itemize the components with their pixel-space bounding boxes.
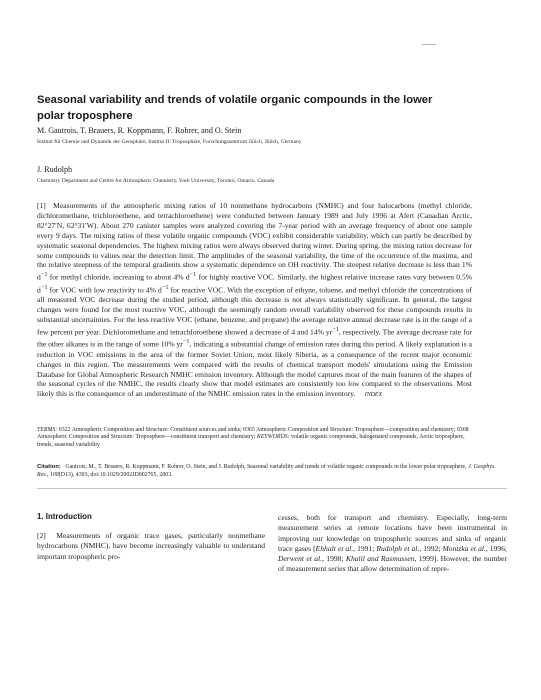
abstract-text-4: for VOC with low reactivity to 4% d bbox=[47, 285, 162, 295]
abstract-text-5: for reactive VOC. With the exception of ethyne, toluene, and methyl chloride the concentrations of all measured VOC decrease during the studied period, although this decrease is not always statistically significant. In general, the largest changes were found for the most reactive VOC, although the seemingly random overall variability observed for these compounds results in substantial uncertainties. For the less reactive VOC (ethane, benzene, and propane) the average relative annual decrease rate is in the range of a few percent per year. Dichloromethane and tetrachloroethene showed a decrease of 4 and 14% yr bbox=[37, 285, 473, 337]
terms-label: TERMS: bbox=[37, 427, 58, 433]
abstract-superscript: −1 bbox=[161, 283, 169, 291]
abstract-text-3: for highly reactive VOC. Similarly, the highest relative increase rates vary between 0.5% d bbox=[37, 272, 472, 295]
page-header-rule bbox=[422, 44, 436, 45]
index-terms-block bbox=[37, 427, 472, 449]
abstract-text-2: for methyl chloride, increasing to about 4% d bbox=[47, 272, 190, 282]
affiliation-2: Chemistry Department and Centre for Atmospheric Chemistry, York University, Toronto, Ontario, Canada bbox=[37, 178, 275, 184]
author-block-1 bbox=[37, 126, 507, 146]
abstract-superscript: −1 bbox=[182, 338, 190, 346]
citation-authors: Gautrois, M., T. Brauers, R. Koppmann, F. Rohrer, O. Stein, and J. Rudolph, Seasonal variability and trends of volatile organic compounds in the lower polar troposphere, bbox=[65, 464, 467, 470]
reference-link[interactable]: Ehhalt et al. bbox=[315, 543, 354, 553]
keywords: volatile organic compounds, halogenated compounds, Arctic troposphere, trends, seasonal variability bbox=[37, 434, 465, 448]
author-block-2 bbox=[37, 165, 507, 185]
intro-text-right-4: , 1996; bbox=[485, 543, 507, 553]
intro-text-right-3: , 1992; bbox=[419, 543, 443, 553]
abstract-superscript: −1 bbox=[40, 283, 48, 291]
reference-link[interactable]: Montzka et al. bbox=[442, 543, 486, 553]
citation-details: (D13), 4393, doi:10.1029/2002JD002765, 2003. bbox=[58, 471, 173, 478]
abstract-text-7: , indicating a substantial change of emission rates during this period. A likely explanation is a reduction in VOC emissions in the area of the former Soviet Union, most likely Siberia, as a consequence of the recent major economic changes in this region. The measurements were compared with the results of chemical transport models' simulations using the Emission Database for Global Atmospheric Research NMHC emission inventory. Although the model captures most of the main features of the shapes of the seasonal cycles of the NMHC, the results clearly show that model estimates are consistently too low compared to the observations. Most likely this is the consequence of an underestimate of the NMHC emission rates in the emission inventory. bbox=[37, 339, 472, 399]
intro-text-right-2: , 1991; bbox=[353, 543, 377, 553]
authors-list-1: M. Gautrois, T. Brauers, R. Koppmann, F. Rohrer, and O. Stein bbox=[37, 126, 242, 135]
citation-journal: J. Geophys. Res., 108 bbox=[37, 464, 496, 478]
intro-text-right-6: , 1999]. However, the number of measurement series that allow determination of repre- bbox=[278, 554, 507, 574]
section-heading-introduction: 1. Introduction bbox=[37, 512, 92, 521]
intro-paragraph-left bbox=[37, 531, 265, 562]
intro-text-right-1: cesses, both for transport and chemistry. Especially, long-term measurement series at remote locations have been instrumental in improving our knowledge on tropospheric sources and sinks of organic trace gases [ bbox=[278, 513, 507, 553]
intro-paragraph-number: [2] bbox=[37, 531, 46, 540]
reference-link[interactable]: Rudolph et al. bbox=[376, 543, 420, 553]
intro-text-right-5: , 1998; bbox=[322, 554, 346, 564]
abstract-text-1: Measurements of the atmospheric mixing ratios of 10 nonmethane hydrocarbons (NMHC) and four halocarbons (methyl chloride, dichloromethane, trichloroethene, and tetrachloroethene) were conducted between January 1989 and July 1996 at Alert (Canadian Arctic, 82°27′N, 62°31′W). About 270 canister samples were analyzed covering the 7-year period with an average frequency of about one sample every 9 days. The mixing ratios of these volatile organic compounds (VOC) exhibit considerable variability, which can partly be described by systematic seasonal dependencies. The highest mixing ratios were always observed during winter. During spring, the mixing ratios decrease for some compounds to values near the detection limit. The amplitudes of the seasonal variability, the time of the occurrence of the maxima, and the relative steepness of the temporal gradients show a systematic dependence on OH reactivity. The steepest relative decrease is less than 1% d bbox=[37, 201, 472, 282]
section-divider bbox=[37, 488, 507, 489]
right-column bbox=[278, 513, 507, 575]
citation-block bbox=[37, 464, 507, 479]
abstract-paragraph-number: [1] bbox=[37, 201, 46, 210]
index-terms: 0322 Atmospheric Composition and Structure: Constituent sources and sinks; 0365 Atmospheric Composition and Structure: Troposphere—composition and chemistry; 0368 Atmospheric Composition and Structure: Troposphere—constituent transport and chemistry; bbox=[37, 427, 469, 441]
abstract-superscript: −1 bbox=[332, 325, 339, 333]
abstract-superscript: −1 bbox=[189, 271, 197, 279]
abstract-superscript: −1 bbox=[40, 271, 48, 279]
abstract-text-6: , respectively. The average decrease rate for the other alkanes is in the range of some 10% yr bbox=[37, 327, 472, 349]
reference-link[interactable]: Derwent et al. bbox=[278, 554, 323, 564]
keywords-label: KEYWORDS: bbox=[256, 434, 290, 441]
abstract bbox=[37, 201, 472, 401]
left-column bbox=[37, 512, 265, 562]
affiliation-1: Institut für Chemie und Dynamik der Geosphäre, Institut II: Troposphäre, Forschungszentrum Jülich, Jülich, Germany bbox=[37, 139, 302, 145]
paper-title: Seasonal variability and trends of volatile organic compounds in the lower polar troposphere bbox=[37, 94, 433, 122]
citation-label: Citation: bbox=[37, 464, 61, 470]
intro-paragraph-right bbox=[278, 513, 507, 575]
intro-text-left: Measurements of organic trace gases, particularly nonmethane hydrocarbons (NMHC), have become increasingly valuable to understand important tropospheric pro- bbox=[37, 531, 266, 561]
index-label: INDEX bbox=[364, 392, 383, 399]
authors-list-2: J. Rudolph bbox=[37, 165, 73, 174]
reference-link[interactable]: Khalil and Rasmussen bbox=[345, 554, 415, 564]
